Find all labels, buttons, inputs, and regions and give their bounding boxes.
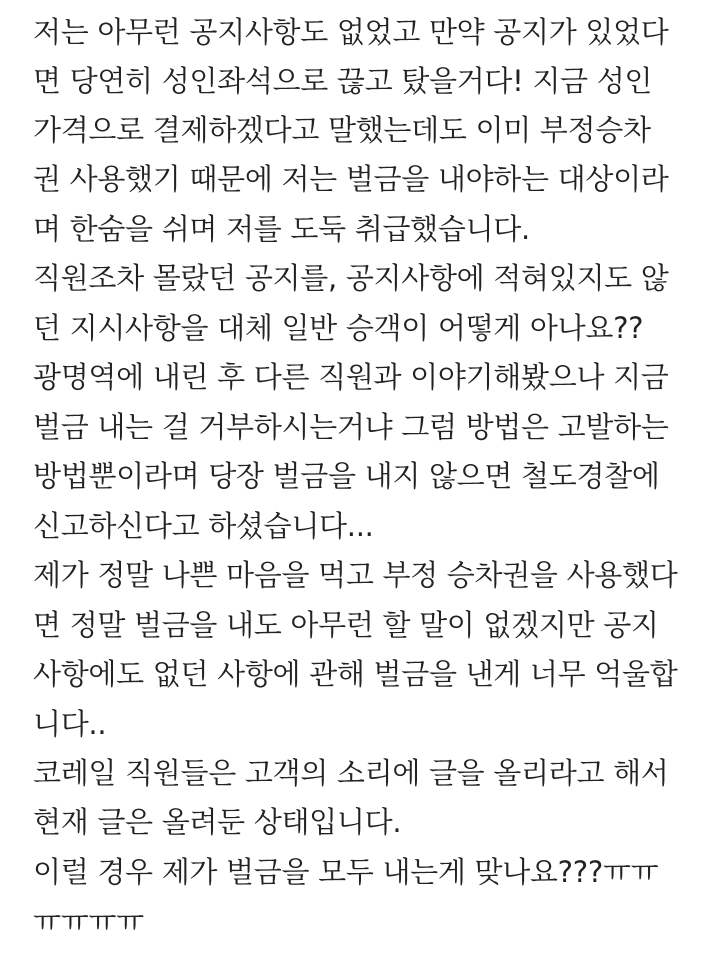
text-line: 저는 아무런 공지사항도 없었고 만약 공지가 있었다 — [33, 15, 669, 49]
text-line: 직원조차 몰랐던 공지를, 공지사항에 적혀있지도 않 — [33, 261, 669, 295]
text-line: 던 지시사항을 대체 일반 승객이 어떻게 아나요?? — [33, 311, 644, 345]
text-line: 면 당연히 성인좌석으로 끊고 탔을거다! 지금 성인 — [33, 64, 653, 98]
text-line: 방법뿐이라며 당장 벌금을 내지 않으면 철도경찰에 — [33, 459, 660, 493]
text-line: 니다.. — [33, 707, 107, 741]
text-line: ㅠㅠㅠㅠ — [33, 905, 144, 939]
text-line: 벌금 내는 걸 거부하시는거냐 그럼 방법은 고발하는 — [33, 410, 669, 444]
text-line: 며 한숨을 쉬며 저를 도둑 취급했습니다. — [33, 212, 530, 246]
text-line: 사항에도 없던 사항에 관해 벌금을 낸게 너무 억울합 — [33, 657, 678, 691]
text-line: 신고하신다고 하셨습니다... — [33, 509, 374, 543]
text-line: 광명역에 내린 후 다른 직원과 이야기해봤으나 지금 — [33, 360, 669, 394]
text-line: 가격으로 결제하겠다고 말했는데도 이미 부정승차 — [33, 113, 651, 147]
text-line: 코레일 직원들은 고객의 소리에 글을 올리라고 해서 — [33, 756, 669, 790]
text-line: 현재 글은 올려둔 상태입니다. — [33, 805, 402, 839]
text-line: 제가 정말 나쁜 마음을 먹고 부정 승차권을 사용했다 — [33, 558, 678, 592]
text-line: 권 사용했기 때문에 저는 벌금을 내야하는 대상이라 — [33, 162, 669, 196]
text-line: 면 정말 벌금을 내도 아무런 할 말이 없겠지만 공지 — [33, 608, 659, 642]
text-line: 이럴 경우 제가 벌금을 모두 내는게 맞나요???ㅠㅠ — [33, 855, 659, 889]
